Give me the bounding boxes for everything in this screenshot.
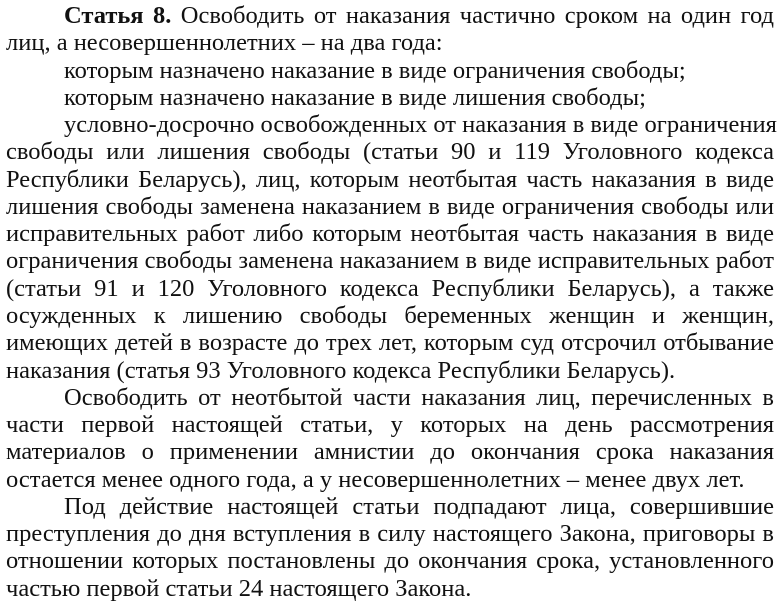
article-intro-line2: лиц, а несовершеннолетних – на два года: bbox=[6, 29, 443, 57]
item3-line-5: исправительных работ либо которым неотбытая часть наказания в виде bbox=[6, 220, 774, 248]
list-item-restriction: которым назначено наказание в виде ограничения свободы; bbox=[64, 56, 686, 84]
item3-line-2: свободы или лишения свободы (статьи 90 и 119 Уголовного кодекса bbox=[6, 138, 774, 166]
para2-line-4: остается менее одного года, а у несовершеннолетних – менее двух лет. bbox=[6, 465, 745, 493]
para3-line-1: Под действие настоящей статьи подпадают лица, совершившие bbox=[64, 492, 774, 520]
para2-line-3: материалов о применении амнистии до окончания срока наказания bbox=[6, 438, 774, 466]
item3-line-10: наказания (статья 93 Уголовного кодекса Республики Беларусь). bbox=[6, 356, 676, 384]
para2-line-2: части первой настоящей статьи, у которых на день рассмотрения bbox=[6, 411, 774, 439]
article-heading: Статья 8. bbox=[64, 2, 172, 29]
item3-line-3: Республики Беларусь), лиц, которым неотбытая часть наказания в виде bbox=[6, 165, 774, 193]
para2-line-1: Освободить от неотбытой части наказания лиц, перечисленных в bbox=[64, 383, 774, 411]
item3-line-6: ограничения свободы заменена наказанием в виде исправительных работ bbox=[6, 247, 774, 275]
item3-line-4: лишения свободы заменена наказанием в виде ограничения свободы или bbox=[6, 192, 774, 220]
para3-line-4: частью первой статьи 24 настоящего Закона. bbox=[6, 574, 472, 602]
item3-line-9: имеющих детей в возрасте до трех лет, которым суд отсрочил отбывание bbox=[6, 329, 774, 357]
list-item-deprivation: которым назначено наказание в виде лишения свободы; bbox=[64, 83, 646, 111]
item3-line-8: осужденных к лишению свободы беременных женщин и женщин, bbox=[6, 302, 774, 329]
article-heading-line bbox=[64, 2, 784, 29]
item3-line-1: условно-досрочно освобожденных от наказания в виде ограничения bbox=[64, 111, 777, 139]
item3-line-7: (статьи 91 и 120 Уголовного кодекса Республики Беларусь), а также bbox=[6, 274, 774, 302]
para3-line-3: отношении которых постановлены до окончания срока, установленного bbox=[6, 547, 774, 575]
article-intro: Освободить от наказания частично сроком на один год bbox=[180, 2, 774, 29]
para3-line-2: преступления до дня вступления в силу настоящего Закона, приговоры в bbox=[6, 520, 774, 548]
